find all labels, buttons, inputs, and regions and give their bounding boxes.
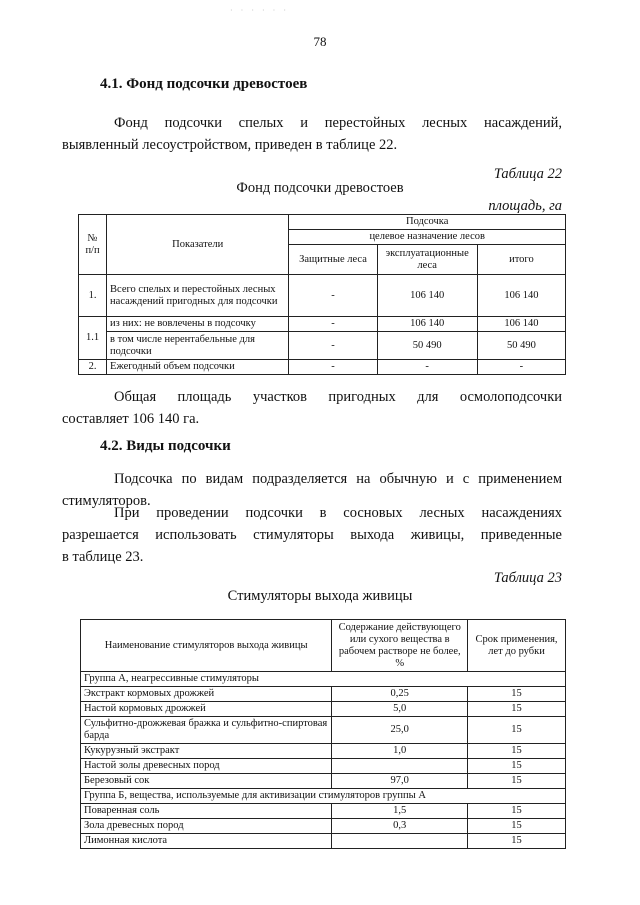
paragraph-line: Подсочка по видам подразделяется на обычную и с применением (114, 471, 562, 487)
cell-term: 15 (468, 804, 566, 819)
cell-num: 1. (79, 275, 107, 317)
section-heading-4-2: 4.2. Виды подсочки (100, 438, 231, 454)
paragraph-line: стимуляторов. (62, 493, 151, 509)
cell-protective: - (289, 360, 377, 375)
cell-total: 106 140 (477, 275, 565, 317)
table-row (81, 744, 566, 759)
cell-num: 1.1 (79, 317, 107, 360)
col-header-num: № п/п (79, 215, 107, 275)
cell-protective: - (289, 332, 377, 360)
cell-content: 97,0 (332, 774, 468, 789)
cell-exploitation: 50 490 (377, 332, 477, 360)
cell-name: Настой золы древесных пород (81, 759, 332, 774)
cell-content (332, 759, 468, 774)
group-row (81, 672, 566, 687)
cell-content (332, 834, 468, 849)
cell-term: 15 (468, 819, 566, 834)
area-paragraph (62, 386, 562, 430)
cell-exploitation: 106 140 (377, 275, 477, 317)
paragraph-line: Общая площадь участков пригодных для осмолоподсочки (114, 389, 562, 405)
cell-term: 15 (468, 687, 566, 702)
col-header-term: Срок применения, лет до рубки (468, 620, 566, 672)
paragraph-line: составляет 106 140 га. (62, 411, 200, 427)
cell-term: 15 (468, 834, 566, 849)
table-row (79, 317, 566, 332)
table-22-label: Таблица 22 (493, 166, 562, 182)
section-1-paragraph (62, 112, 562, 156)
page-number: 78 (313, 34, 327, 49)
stimulators-table (80, 619, 566, 849)
cell-name: Ежегодный объем подсочки (107, 360, 289, 375)
cell-term: 15 (468, 759, 566, 774)
col-header-total: итого (477, 245, 565, 275)
table-row (81, 702, 566, 717)
section-2-paragraph-2 (62, 502, 562, 568)
table-row (81, 687, 566, 702)
cell-name: Всего спелых и перестойных лесных насаждений пригодных для подсочки (107, 275, 289, 317)
scan-marks: · · · · · · (230, 6, 289, 15)
cell-content: 5,0 (332, 702, 468, 717)
fund-table (78, 214, 566, 375)
cell-content: 0,3 (332, 819, 468, 834)
col-header-purpose: целевое назначение лесов (289, 230, 566, 245)
cell-exploitation: 106 140 (377, 317, 477, 332)
cell-protective: - (289, 275, 377, 317)
col-header-protective: Защитные леса (289, 245, 377, 275)
cell-total: 106 140 (477, 317, 565, 332)
cell-term: 15 (468, 702, 566, 717)
cell-name: из них: не вовлечены в подсочку (107, 317, 289, 332)
col-header-podsochka: Подсочка (289, 215, 566, 230)
table-row (81, 717, 566, 744)
table-row (79, 275, 566, 317)
cell-content: 1,0 (332, 744, 468, 759)
cell-num: 2. (79, 360, 107, 375)
paragraph-line: Фонд подсочки спелых и перестойных лесных насаждений, (114, 115, 562, 131)
table-23-label: Таблица 23 (493, 570, 562, 586)
col-header-indicators: Показатели (107, 215, 289, 275)
cell-term: 15 (468, 744, 566, 759)
cell-term: 15 (468, 717, 566, 744)
table-row (81, 774, 566, 789)
cell-name: Экстракт кормовых дрожжей (81, 687, 332, 702)
cell-name: Березовый сок (81, 774, 332, 789)
table-row (81, 834, 566, 849)
cell-name: Настой кормовых дрожжей (81, 702, 332, 717)
cell-name: Зола древесных пород (81, 819, 332, 834)
cell-content: 0,25 (332, 687, 468, 702)
paragraph-line: разрешается использовать стимуляторы выхода живицы, приведенные (62, 527, 562, 543)
col-header-name: Наименование стимуляторов выхода живицы (81, 620, 332, 672)
col-header-exploitation: эксплуатационные леса (377, 245, 477, 275)
paragraph-line: выявленный лесоустройством, приведен в таблице 22. (62, 137, 398, 153)
cell-name: Лимонная кислота (81, 834, 332, 849)
paragraph-line: в таблице 23. (62, 549, 144, 565)
paragraph-line: При проведении подсочки в сосновых лесных насаждениях (114, 505, 562, 521)
table-22-title: Фонд подсочки древостоев (236, 180, 404, 196)
cell-name: Кукурузный экстракт (81, 744, 332, 759)
table-row (79, 360, 566, 375)
cell-name: в том числе нерентабельные для подсочки (107, 332, 289, 360)
group-row (81, 789, 566, 804)
cell-total: 50 490 (477, 332, 565, 360)
cell-protective: - (289, 317, 377, 332)
cell-name: Поваренная соль (81, 804, 332, 819)
cell-term: 15 (468, 774, 566, 789)
table-row (81, 759, 566, 774)
cell-content: 1,5 (332, 804, 468, 819)
section-heading-4-1: 4.1. Фонд подсочки древостоев (100, 76, 308, 92)
col-header-content: Содержание действующего или сухого вещества в рабочем растворе не более, % (332, 620, 468, 672)
table-row (81, 804, 566, 819)
cell-name: Сульфитно-дрожжевая бражка и сульфитно-спиртовая барда (81, 717, 332, 744)
cell-content: 25,0 (332, 717, 468, 744)
cell-exploitation: - (377, 360, 477, 375)
table-row (79, 332, 566, 360)
table-22-unit: площадь, га (488, 198, 562, 214)
table-23-title: Стимуляторы выхода живицы (227, 588, 413, 604)
cell-total: - (477, 360, 565, 375)
group-b-label: Группа Б, вещества, используемые для активизации стимуляторов группы А (81, 789, 566, 804)
table-row (81, 819, 566, 834)
group-a-label: Группа А, неагрессивные стимуляторы (81, 672, 566, 687)
